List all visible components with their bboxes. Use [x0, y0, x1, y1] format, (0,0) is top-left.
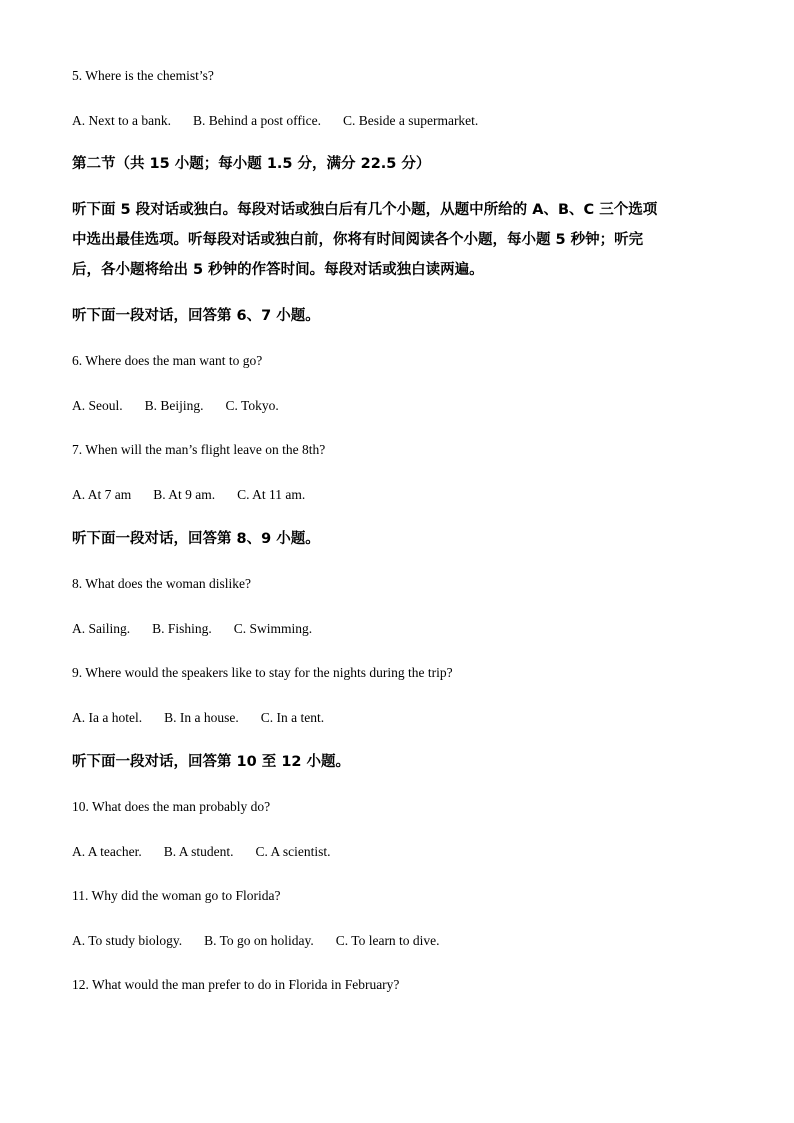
question-5-options: [72, 112, 478, 130]
option-a: A. Seoul.: [72, 398, 123, 413]
section-heading: 第二节（共 15 小题；每小题 1.5 分，满分 22.5 分）: [72, 156, 431, 172]
option-b: B. At 9 am.: [153, 487, 216, 502]
option-c: C. Beside a supermarket.: [342, 113, 479, 128]
question-8: 8. What does the woman dislike?: [72, 576, 251, 591]
question-6-options: [72, 397, 279, 415]
question-7-options: [72, 486, 305, 504]
instructions-line-1: 听下面 5 段对话或独白。每段对话或独白后有几个小题，从题中所给的 A、B、C 三个选项: [72, 202, 658, 218]
option-c: C. Swimming.: [233, 621, 313, 636]
instructions-line-2: 中选出最佳选项。听每段对话或独白前，你将有时间阅读各个小题，每小题 5 秒钟；听完: [72, 232, 644, 248]
option-c: C. To learn to dive.: [335, 933, 440, 948]
option-a: A. To study biology.: [72, 933, 183, 948]
dialogue-header-1: 听下面一段对话，回答第 6、7 小题。: [72, 308, 320, 324]
option-a: A. Next to a bank.: [72, 113, 171, 128]
question-9: 9. Where would the speakers like to stay for the nights during the trip?: [72, 665, 453, 680]
option-b: B. Behind a post office.: [192, 113, 321, 128]
option-a: A. At 7 am: [72, 487, 132, 502]
question-7: 7. When will the man’s flight leave on the 8th?: [72, 442, 326, 457]
question-10: 10. What does the man probably do?: [72, 799, 271, 814]
instructions-line-3: 后，各小题将给出 5 秒钟的作答时间。每段对话或独白读两遍。: [72, 262, 484, 278]
question-9-options: [72, 709, 324, 727]
option-b: B. Fishing.: [152, 621, 212, 636]
question-11-options: [72, 932, 440, 950]
option-b: B. In a house.: [164, 710, 239, 725]
option-c: C. In a tent.: [260, 710, 325, 725]
option-c: C. At 11 am.: [237, 487, 306, 502]
dialogue-header-2: 听下面一段对话，回答第 8、9 小题。: [72, 531, 320, 547]
option-b: B. Beijing.: [144, 398, 204, 413]
option-b: B. To go on holiday.: [204, 933, 314, 948]
option-b: B. A student.: [163, 844, 234, 859]
option-c: C. A scientist.: [255, 844, 331, 859]
question-10-options: [72, 843, 331, 861]
question-6: 6. Where does the man want to go?: [72, 353, 263, 368]
option-a: A. A teacher.: [72, 844, 142, 859]
option-a: A. Sailing.: [72, 621, 131, 636]
question-11: 11. Why did the woman go to Florida?: [72, 888, 281, 903]
question-12: 12. What would the man prefer to do in Florida in February?: [72, 977, 400, 992]
option-a: A. Ia a hotel.: [72, 710, 143, 725]
question-8-options: [72, 620, 312, 638]
question-5: 5. Where is the chemist’s?: [72, 68, 214, 83]
dialogue-header-3: 听下面一段对话，回答第 10 至 12 小题。: [72, 754, 351, 770]
option-c: C. Tokyo.: [225, 398, 279, 413]
